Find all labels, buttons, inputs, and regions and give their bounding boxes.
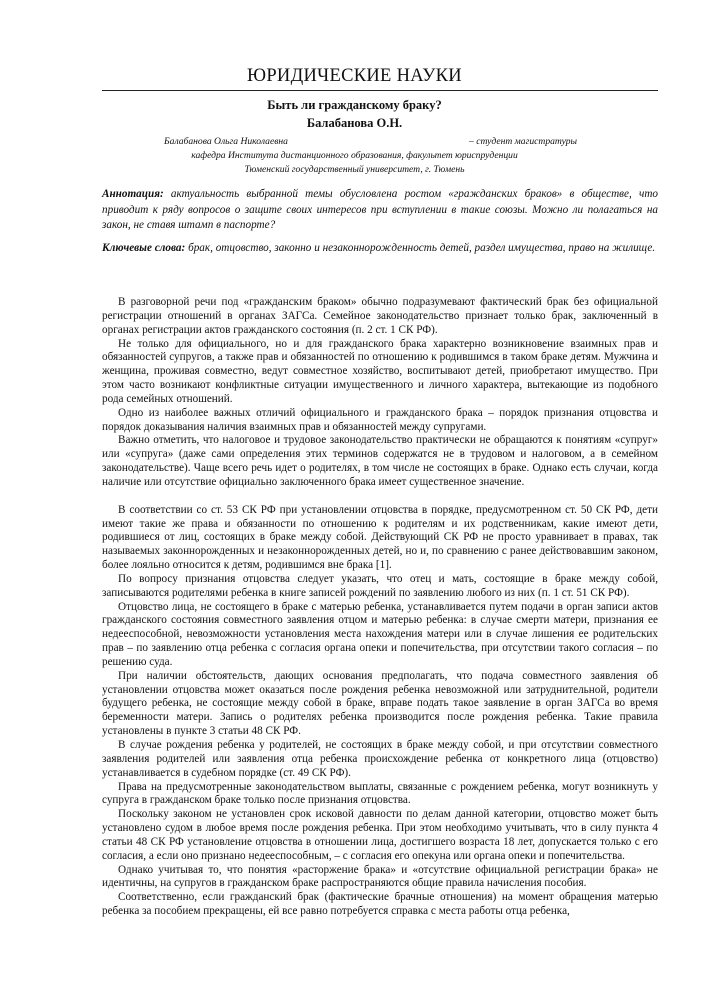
body-paragraph: Права на предусмотренные законодательством выплаты, связанные с рождением ребенка, могут возникнуть у супруга в гражданском браке только после признания отцовства.: [102, 780, 658, 807]
keywords: [102, 241, 658, 257]
author-full-name: Балабанова Ольга Николаевна: [164, 136, 288, 147]
article-body: [102, 296, 658, 919]
body-paragraph: Важно отметить, что налоговое и трудовое законодательство практически не обращаются к понятиям «супруг» или «супруга» (даже сами определения этих терминов содержатся не в трудовом и налоговом, а в семейном законодательстве). Чаще всего речь идет о родителях, в том числе не состоящих в браке. Однако есть случаи, когда наличие или отсутствие официально заключенного брака имеет существенное значение.: [102, 434, 658, 488]
abstract-label: Аннотация:: [102, 188, 164, 200]
author-university: Тюменский государственный университет, г. Тюмень: [244, 164, 465, 175]
body-paragraph: По вопросу признания отцовства следует указать, что отец и мать, состоящие в браке между собой, записываются родителями ребенка в книге записей рождений по заявлению любого из них (п. 1 ст. 51 СК РФ).: [102, 572, 658, 599]
paper-title: Быть ли гражданскому браку?: [267, 98, 442, 112]
body-paragraph: При наличии обстоятельств, дающих основания предполагать, что подача совместного заявления об установлении отцовства может оказаться после рождения ребенка невозможной или затруднительной, родители будущего ребенка, не состоящие между собой в браке, вправе подать такое заявление в орган ЗАГСа во время беременности матери. Запись о родителях ребенка производится после рождения ребенка. Такие правила установлены в пункте 3 статьи 48 СК РФ.: [102, 669, 658, 738]
abstract: [102, 187, 658, 234]
body-paragraph: Не только для официального, но и для гражданского брака характерно возникновение взаимных прав и обязанностей супругов, а также прав и обязанностей по отношению к родившимся в таком браке детям. Мужчина и женщина, проживая совместно, ведут совместное хозяйство, воспитывают детей, приобретают имущество. При этом часто возникают конфликтные ситуации имущественного и личного характера, вытекающие из подобного рода семейных отношений.: [102, 337, 658, 405]
section-title: ЮРИДИЧЕСКИЕ НАУКИ: [247, 66, 462, 86]
body-paragraph: Одно из наиболее важных отличий официального и гражданского брака – порядок признания отцовства и порядок доказывания наличия взаимных прав и обязанностей между супругами.: [102, 406, 658, 433]
header-divider: [102, 90, 658, 91]
body-paragraph: Соответственно, если гражданский брак (фактические брачные отношения) на момент обращения матерью ребенка за пособием прекращены, ей все равно потребуется справка с места работы отца ребенка,: [102, 891, 658, 918]
body-paragraph: Однако учитывая то, что понятия «расторжение брака» и «отсутствие официальной регистрации брака» не идентичны, на супругов в гражданском браке распространяются общие правила начисления пособия.: [102, 863, 658, 890]
author-role: – студент магистратуры: [469, 136, 578, 147]
keywords-label: Ключевые слова:: [102, 242, 186, 254]
keywords-text: брак, отцовство, законно и незаконнорожденность детей, раздел имущества, право на жилище.: [185, 242, 656, 254]
body-paragraph: Отцовство лица, не состоящего в браке с матерью ребенка, устанавливается путем подачи в орган записи актов гражданского состояния совместного заявления отцом и матерью ребенка: в случае смерти матери, признания ее недееспособной, невозможности установления места нахождения матери или в случае лишения ее родительских прав – по заявлению отца ребенка с согласия органа опеки и попечительства, при отсутствии такого согласия – по решению суда.: [102, 600, 658, 668]
body-paragraph: В соответствии со ст. 53 СК РФ при установлении отцовства в порядке, предусмотренном ст. 50 СК РФ, дети имеют такие же права и обязанности по отношению к родителям и их родственникам, какие имеют дети, родившиеся от лиц, состоящих в браке между собой. Действующий СК РФ не просто уравнивает в правах, так называемых законнорожденных и незаконнорожденных детей, но и, по сравнению с ранее действовавшим законом, более лояльно относится к детям, родившимся вне брака [1].: [102, 503, 658, 572]
abstract-text: актуальность выбранной темы обусловлена ростом «гражданских браков» в обществе, что приводит к ряду вопросов о защите своих интересов при вступлении в такие союзы. Можно ли полагаться на закон, не ставя штамп в паспорте?: [102, 188, 658, 231]
body-paragraph: В разговорной речи под «гражданским браком» обычно подразумевают фактический брак без официальной регистрации отношений в органах ЗАГСа. Семейное законодательство признает только брак, заключенный в органах регистрации актов гражданского состояния (п. 2 ст. 1 СК РФ).: [102, 296, 658, 336]
paper-author: Балабанова О.Н.: [306, 116, 403, 130]
body-paragraph: В случае рождения ребенка у родителей, не состоящих в браке между собой, и при отсутствии совместного заявления родителей или заявления отца ребенка происхождение ребенка от конкретного лица (отцовство) устанавливается в судебном порядке (ст. 49 СК РФ).: [102, 739, 658, 779]
author-department: кафедра Института дистанционного образования, факультет юриспруденции: [191, 150, 518, 161]
body-paragraph: Поскольку законом не установлен срок исковой давности по делам данной категории, отцовство может быть установлено судом в любое время после рождения ребенка. При этом необходимо учитывать, что в силу пункта 4 статьи 48 СК РФ установление отцовства в отношении лица, достигшего возраста 18 лет, допускается только с его согласия, а если оно признано недееспособным, – с согласия его опекуна или органа опеки и попечительства.: [102, 808, 658, 862]
